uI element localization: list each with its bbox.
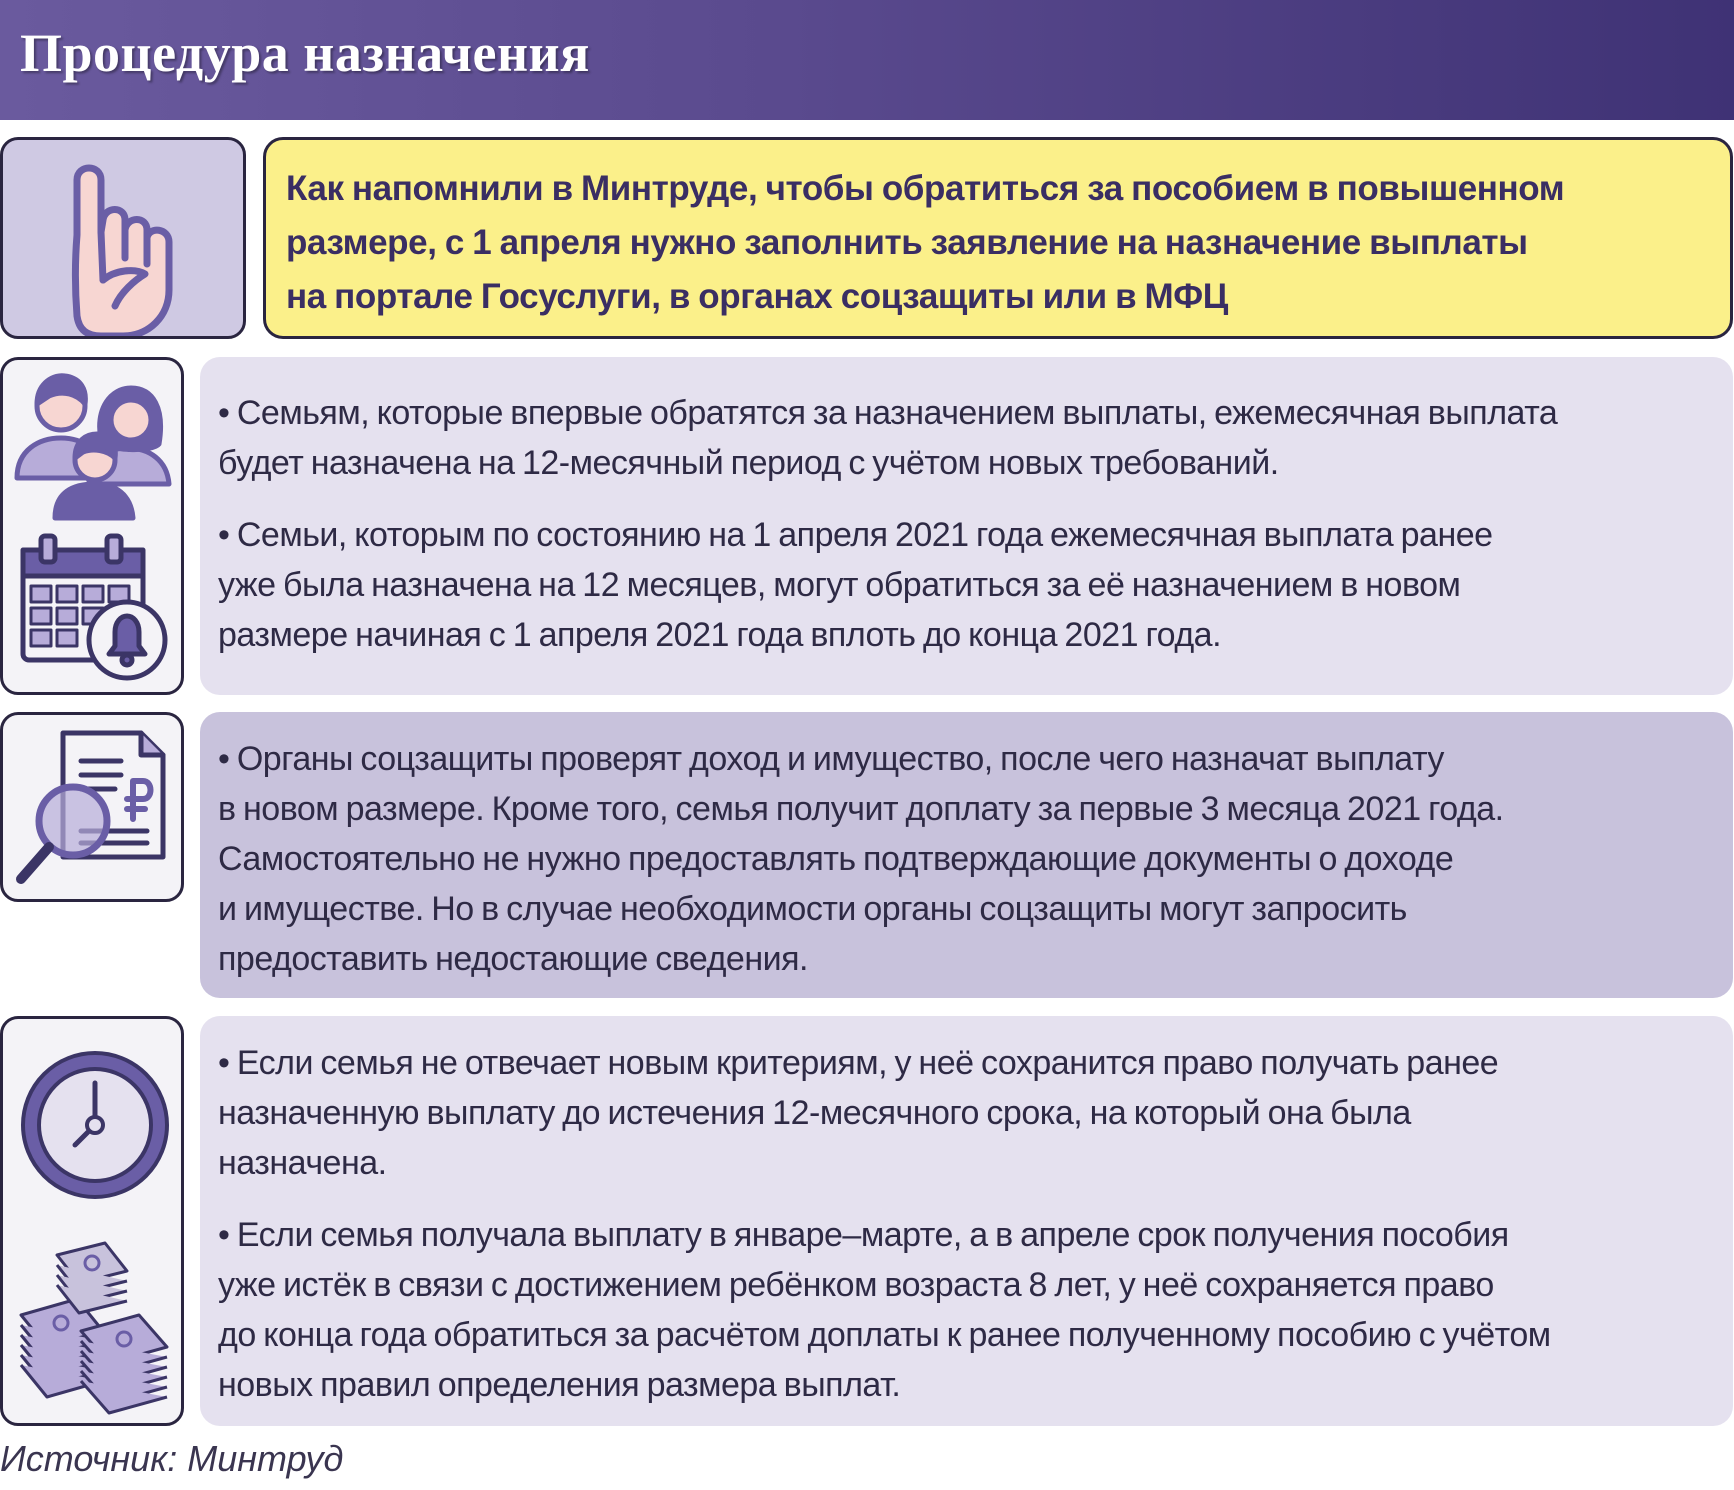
text-line: назначенную выплату до истечения 12-месячного срока, на который она была [218,1094,1411,1132]
text-line: • Семьям, которые впервые обратятся за назначением выплаты, ежемесячная выплата [218,394,1558,432]
paragraph [218,388,1715,488]
callout-box [263,137,1733,339]
document-magnifier-icon [3,715,184,902]
text-line: новых правил определения размера выплат. [218,1366,901,1404]
hand-index-finger-icon [3,140,246,339]
paragraph [218,510,1715,660]
paragraph [218,1038,1715,1188]
text-line: будет назначена на 12-месячный период с учётом новых требований. [218,444,1279,482]
header-banner [0,0,1734,120]
text-line: • Если семья получала выплату в январе–марте, а в апреле срок получения пособия [218,1216,1509,1254]
text-line: уже была назначена на 12 месяцев, могут обратиться за её назначением в новом [218,566,1461,604]
callout-line: Как напомнили в Минтруде, чтобы обратиться за пособием в повышенном [286,169,1565,208]
text-line: размере начиная с 1 апреля 2021 года вплоть до конца 2021 года. [218,616,1222,654]
paragraph [218,734,1715,984]
calendar-bell-icon [3,530,184,695]
text-line: до конца года обратиться за расчётом доплаты к ранее полученному пособию с учётом [218,1316,1551,1354]
info-panel-2 [200,712,1733,998]
callout-line: на портале Госуслуги, в органах соцзащиты или в МФЦ [286,277,1228,316]
info-panel-1 [200,357,1733,695]
text-line: назначена. [218,1144,387,1182]
page-title: Процедура назначения [20,23,590,83]
callout-line: размере, с 1 апреля нужно заполнить заявление на назначение выплаты [286,223,1528,262]
section-1-icon-box [0,357,184,695]
text-line: предоставить недостающие сведения. [218,940,808,978]
text-line: • Семьи, которым по состоянию на 1 апреля 2021 года ежемесячная выплата ранее [218,516,1493,554]
text-line: Самостоятельно не нужно предоставлять подтверждающие документы о доходе [218,840,1454,878]
clock-icon [3,1019,184,1219]
family-icon [3,360,184,530]
section-3-icon-box [0,1016,184,1426]
section-2-icon-box [0,712,184,902]
text-line: уже истёк в связи с достижением ребёнком возраста 8 лет, у неё сохраняется право [218,1266,1494,1304]
hand-icon-box [0,137,246,339]
text-line: • Органы соцзащиты проверят доход и имущество, после чего назначат выплату [218,740,1444,778]
text-line: • Если семья не отвечает новым критериям, у неё сохранится право получать ранее [218,1044,1499,1082]
info-panel-3 [200,1016,1733,1426]
text-line: и имуществе. Но в случае необходимости органы соцзащиты могут запросить [218,890,1407,928]
text-line: в новом размере. Кроме того, семья получит доплату за первые 3 месяца 2021 года. [218,790,1504,828]
paragraph [218,1210,1715,1410]
source-caption: Источник: Минтруд [0,1438,344,1479]
money-stacks-icon [3,1219,184,1426]
